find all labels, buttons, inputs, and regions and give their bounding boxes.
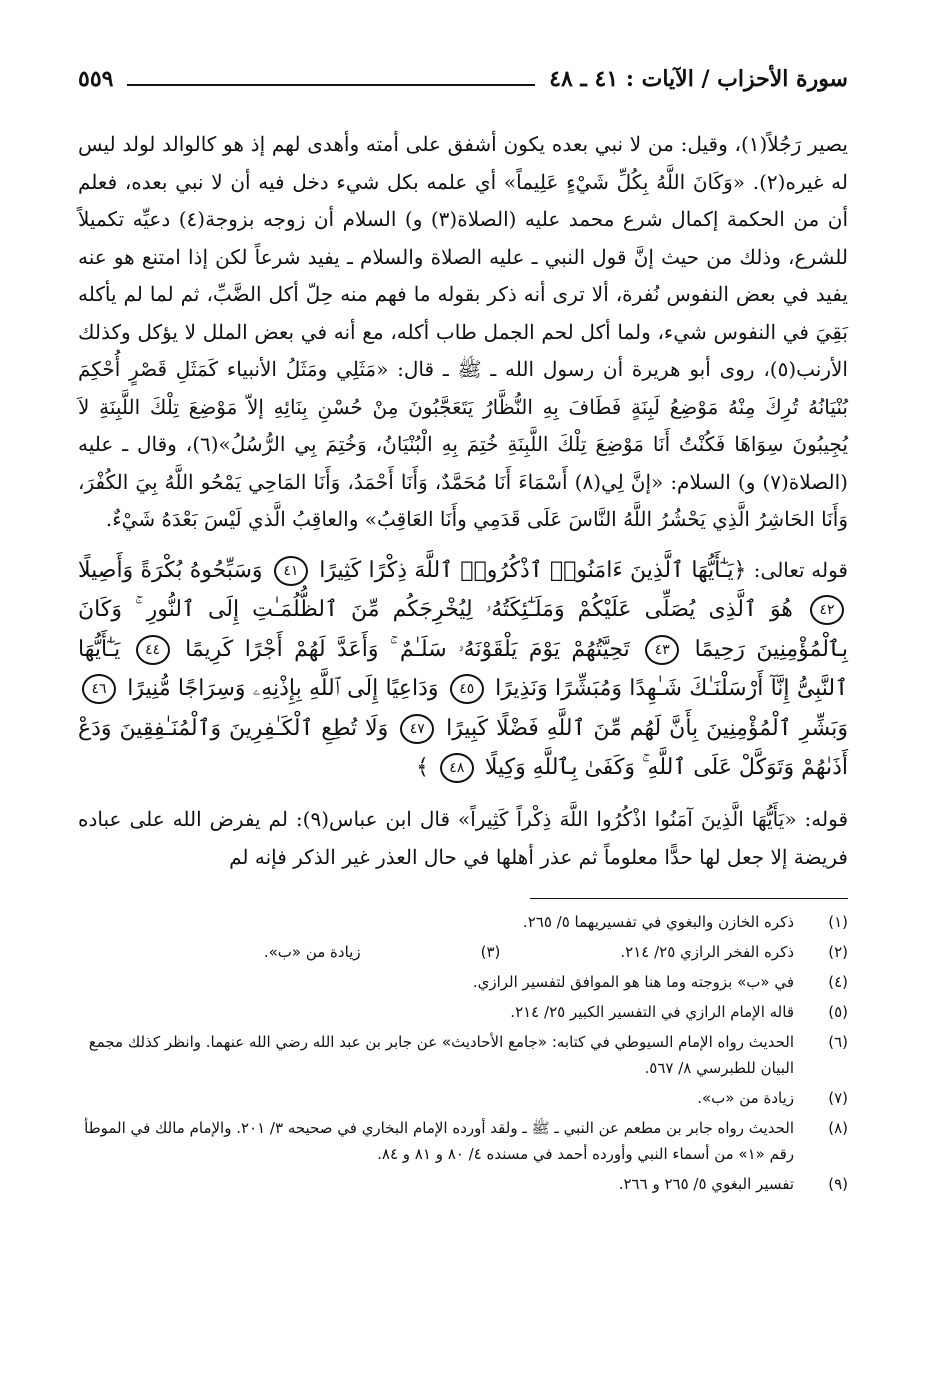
footnote-text: الحديث رواه جابر بن مطعم عن النبي ـ ﷺ ـ ولقد أورده الإمام البخاري في صحيحه ٣/ ٢٠١. والإمام مالك في الموطأ رقم «١» من أسماء النبي وأورده أحمد في مسنده ٤/ ٨٠ و ٨١ و ٨٤. — [84, 1118, 794, 1163]
footnote-number: (٩) — [828, 1174, 848, 1193]
ayah-number-marker: ٤٤ — [136, 635, 170, 665]
commentary-paragraph: يصير رَجُلاً(١)، وقيل: من لا نبي بعده يكون أشفق على أمته وأهدى لهم إذ هو كالوالد لولد ليس له غيره(٢). «وَكَانَ اللَّهُ بِكُلِّ شَيْءٍ عَلِيماً» أي علمه بكل شيء دخل فيه أن لا نبي بعده، فعلم أن من الحكمة إكمال شرع محمد عليه (الصلاة(٣) و) السلام أن زوجه بزوجة(٤) دعيِّه تكميلاً للشرع، وذلك من حيث إنَّ قول النبي ـ عليه الصلاة والسلام ـ يفيد شرعاً لكن إذا امتنع هو عنه يفيد في بعض النفوس نُفرة، ألا ترى أنه ذكر بقوله ما فهم منه حِلّ أكل الضَّبِّ، ثم لما لم يأكله بَقِيَ في النفوس شيء، ولما أكل لحم الجمل طاب أكله، مع أنه في بعض الملل لا يؤكل وكذلك الأرنب(٥)، روى أبو هريرة أن رسول الله ـ ﷺ ـ قال: «مَثَلِي ومَثَلُ الأنبياء كَمَثَلِ قَصْرٍ أُحْكِمَ بُنْيَانُهُ تُرِكَ مِنْهُ مَوْضِعُ لَبِنَةٍ فَطَافَ بِهِ النُّظَّارُ يَتَعَجَّبُونَ مِنْ حُسْنِ بِنَائِهِ إلاّ مَوْضِعَ تِلْكَ اللَّبِنَةِ لاَ يُجِيبُونَ سِوَاهَا فَكُنْتُ أَنَا مَوْضِعَ تِلْكَ اللَّبِنَةِ خُتِمَ بِهِ الْبُنْيَانُ، وَخُتِمَ بِي الرُّسُلُ»(٦)، وقال ـ عليه (الصلاة(٧) و) السلام: «إنَّ لِي(٨) أَسْمَاءَ أَنَا مُحَمَّدٌ، وَأَنَا أَحْمَدُ، وَأَنَا المَاحِي يَمْحُو اللَّهُ بِيَ الكُفْرَ، وَأَنَا الحَاشِرُ الَّذِي يَحْشُرُ اللَّهُ النَّاسَ عَلَى قَدَمِي وأَنَا العَاقِبُ» والعاقِبُ الَّذي لَيْسَ بَعْدَهُ شَيْءٌ. — [78, 132, 848, 531]
footnote-number: (٨) — [828, 1118, 848, 1137]
tafsir-text: قوله: «يَأَيُّهَا الَّذِينَ آمَنُوا اذْكُرُوا اللَّهَ ذِكْراً كَثِيراً» قال ابن عباس(٩): لم يفرض الله على عباده فريضة إلا جعل لها حدًّا معلوماً ثم عذر أهلها في حال العذر غير الذكر فإنه لم — [78, 806, 848, 869]
footnote — [78, 939, 848, 965]
ayah-text: وَلَا تُطِعِ ٱلْكَـٰفِرِينَ وَٱلْمُنَـٰفِقِينَ وَدَعْ أَذَىٰهُمْ وَتَوَكَّلْ عَلَى ٱللَّهِ ۚ وَكَفَىٰ بِٱللَّهِ وَكِيلًا — [78, 715, 848, 780]
footnote — [78, 909, 848, 935]
footnote-text: قاله الإمام الرازي في التفسير الكبير ٢٥/ ٢١٤. — [510, 1002, 794, 1021]
ayah-text: يَـٰٓأَيُّهَا ٱلنَّبِىُّ إِنَّآ أَرْسَلْنَـٰكَ شَـٰهِدًا وَمُبَشِّرًا وَنَذِيرًا — [78, 636, 849, 701]
footnote — [78, 969, 848, 995]
footnote-number: (٣) — [480, 942, 501, 961]
footnote-text-row — [78, 939, 794, 965]
commentary-text — [78, 126, 848, 539]
footnote-number: (٥) — [828, 1002, 848, 1021]
ayah-number-marker: ٤٧ — [400, 714, 434, 744]
footnote-text: زيادة من «ب». — [263, 942, 361, 961]
footnote — [78, 1029, 848, 1081]
quran-passage — [78, 551, 848, 788]
quran-lead: قوله تعالى: — [753, 557, 848, 582]
quran-closing-bracket: ﴾ — [415, 755, 429, 780]
footnote-separator — [530, 898, 848, 899]
ayah-text: هُوَ ٱلَّذِى يُصَلِّى عَلَيْكُمْ وَمَلَـٰٓئِكَتُهُۥ لِيُخْرِجَكُم مِّنَ ٱلظُّلُمَـٰتِ إِلَى ٱلنُّورِ ۚ وَكَانَ بِٱلْمُؤْمِنِينَ رَحِيمًا — [78, 597, 848, 662]
surah-title: سورة الأحزاب / الآيات : ٤١ ـ ٤٨ — [549, 66, 848, 92]
ayah-text: وَبَشِّرِ ٱلْمُؤْمِنِينَ بِأَنَّ لَهُم مِّنَ ٱللَّهِ فَضْلًا كَبِيرًا — [446, 715, 849, 741]
ayah-text: تَحِيَّتُهُمْ يَوْمَ يَلْقَوْنَهُۥ سَلَـٰمٌ ۚ وَأَعَدَّ لَهُمْ أَجْرًا كَرِيمًا — [185, 636, 630, 662]
ayah-number-marker: ٤٥ — [450, 674, 484, 704]
footnote-text: ذكره الخازن والبغوي في تفسيريهما ٥/ ٢٦٥. — [522, 912, 794, 931]
ayah-number-marker: ٤٢ — [810, 595, 844, 625]
footnotes — [78, 909, 848, 1201]
ayah-number-marker: ٤٣ — [645, 635, 679, 665]
footnote — [78, 999, 848, 1025]
footnote-text: ذكره الفخر الرازي ٢٥/ ٢١٤. — [620, 942, 794, 961]
ayah-number-marker: ٤٨ — [440, 753, 474, 783]
page-number: ٥٥٩ — [78, 66, 114, 92]
footnote-text: زيادة من «ب». — [697, 1088, 794, 1107]
ayah-text: وَسَبِّحُوهُ بُكْرَةً وَأَصِيلًا — [78, 557, 263, 583]
footnote-number: (٤) — [828, 972, 848, 991]
ayah-text: وَدَاعِيًا إِلَى ٱللَّهِ بِإِذْنِهِۦ وَسِرَاجًا مُّنِيرًا — [127, 676, 439, 701]
footnote — [78, 1171, 848, 1197]
footnote — [78, 1085, 848, 1111]
footnote — [78, 1115, 848, 1167]
ayah-number-marker: ٤٦ — [82, 674, 116, 704]
footnote-number: (٧) — [828, 1088, 848, 1107]
footnote-text: الحديث رواه الإمام السيوطي في كتابه: «جامع الأحاديث» عن جابر بن عبد الله رضي الله عنهما. وانظر كذلك مجمع البيان للطبرسي ٨/ ٥٦٧. — [88, 1032, 794, 1077]
ayah-number-marker: ٤١ — [274, 556, 308, 586]
footnote-number: (٦) — [828, 1032, 848, 1051]
footnote-text: تفسير البغوي ٥/ ٢٦٥ و ٢٦٦. — [618, 1174, 794, 1193]
footnote-number: (٢) — [828, 942, 848, 961]
footnote-text: في «ب» بزوجته وما هنا هو الموافق لتفسير الرازي. — [472, 972, 794, 991]
footnote-number: (١) — [828, 912, 848, 931]
ayah-text: ﴿يَـٰٓأَيُّهَا ٱلَّذِينَ ءَامَنُوا۟ ٱذْكُرُوا۟ ٱللَّهَ ذِكْرًا كَثِيرًا — [319, 557, 747, 583]
header-rule — [127, 84, 535, 86]
page-header — [78, 52, 848, 92]
